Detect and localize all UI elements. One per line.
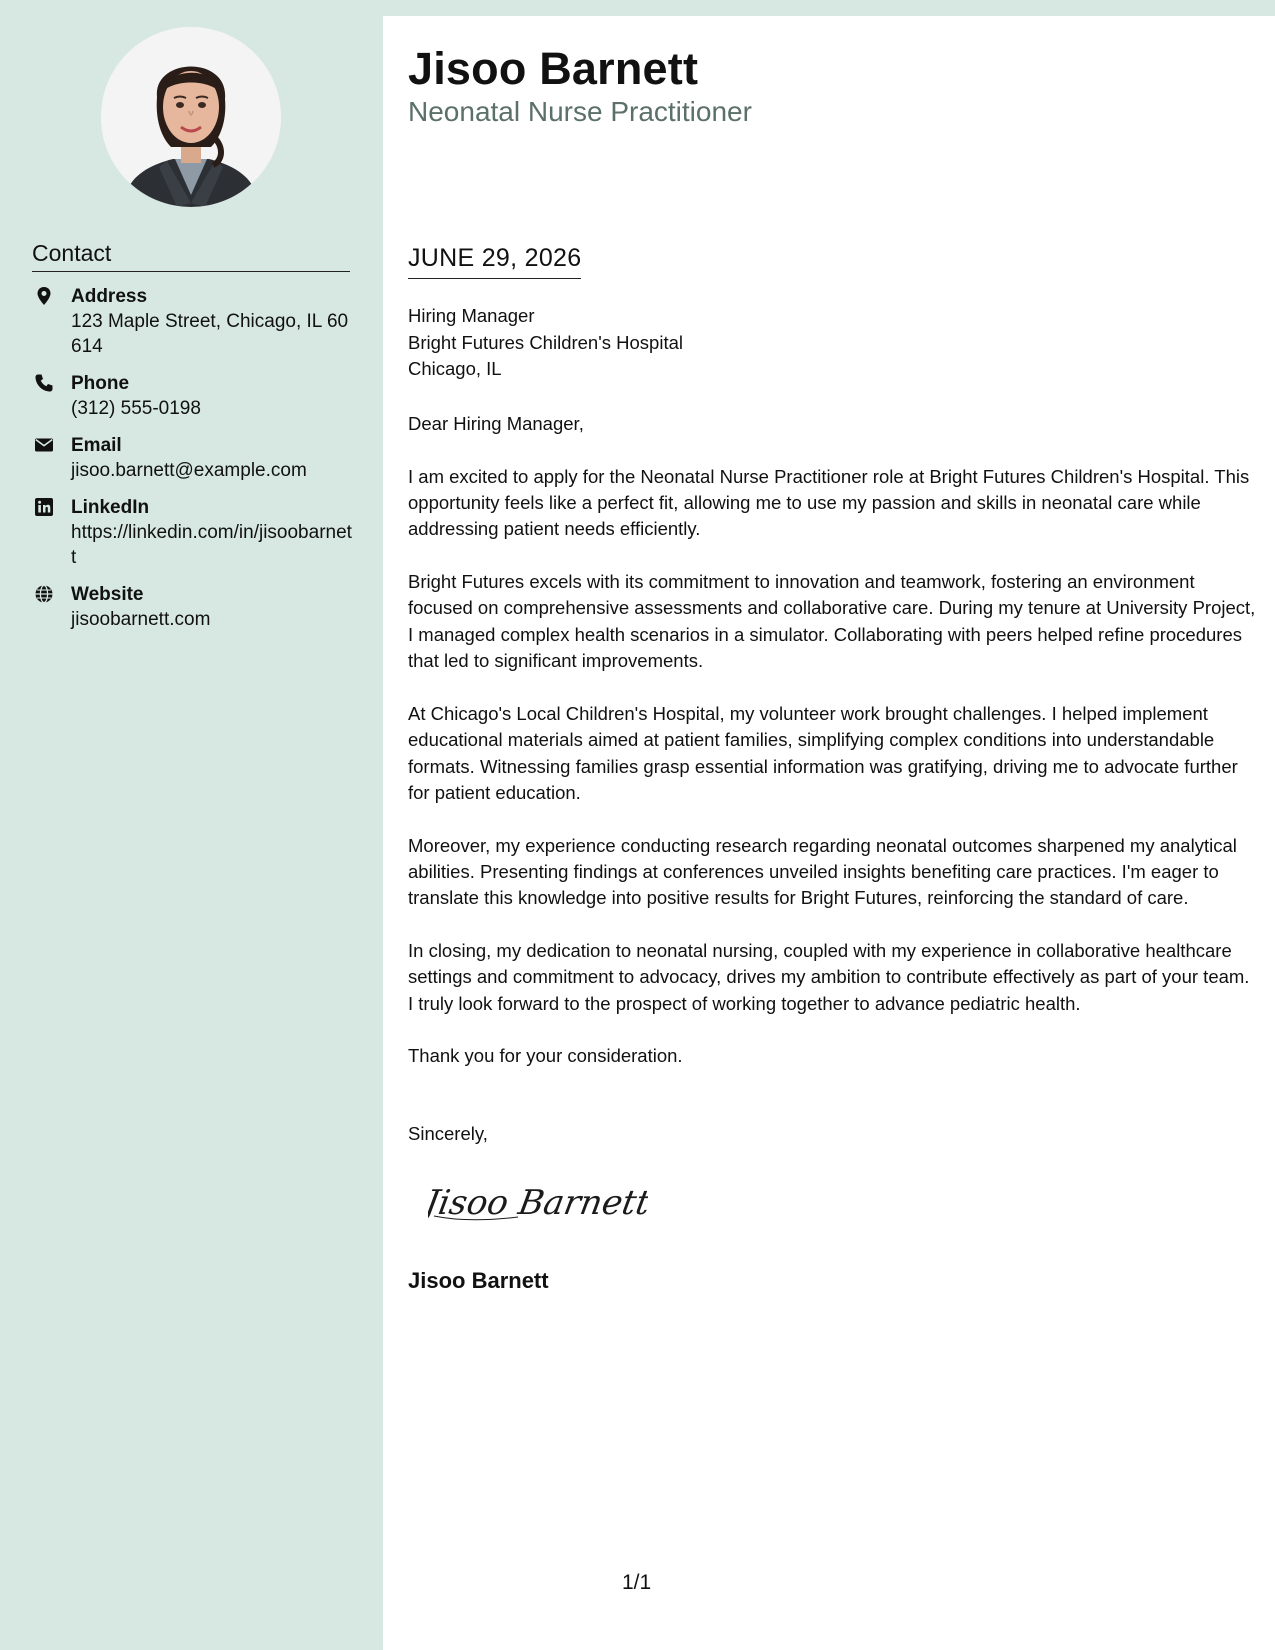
closing: Sincerely, [408,1123,488,1144]
recipient-block [408,303,683,383]
linkedin-label: LinkedIn [71,497,150,518]
body-paragraph: Thank you for your consideration. [408,1045,683,1067]
body-paragraph: At Chicago's Local Children's Hospital, my volunteer work brought challenges. I helped implement educational materials aimed at patient families, simplifying complex conditions into understandable formats. Witnessing families grasp essential information was gratifying, driving me to advocate further for patient education. [408,702,1238,804]
website-value[interactable]: jisoobarnett.com [71,609,211,630]
contact-item-phone [32,371,352,421]
contact-item-linkedin [32,495,352,570]
job-title: Neonatal Nurse Practitioner [408,96,752,127]
contact-heading: Contact [32,240,350,272]
contact-item-address [32,284,352,359]
body-paragraph: Moreover, my experience conducting research regarding neonatal outcomes sharpened my analytical abilities. Presenting findings at conferences unveiled insights benefiting care practices. I'm eager to translate this knowledge into positive results for Bright Futures, reinforcing the standard of care. [408,834,1237,909]
recipient-line: Bright Futures Children's Hospital [408,331,683,353]
email-label: Email [71,435,122,456]
contact-item-email [32,433,352,483]
body-paragraph: Bright Futures excels with its commitment to innovation and teamwork, fostering an environment focused on comprehensive assessments and collaborative care. During my tenure at University Project, I managed complex health scenarios in a simulator. Collaborating with peers helped refine procedures that led to significant improvements. [408,571,1256,672]
handwritten-signature [428,1176,648,1233]
recipient-line: Hiring Manager [408,305,535,326]
email-value: jisoo.barnett@example.com [71,460,307,481]
website-label: Website [71,584,144,605]
phone-label: Phone [71,373,130,394]
address-label: Address [71,286,148,307]
contact-item-website [32,582,352,632]
applicant-name: Jisoo Barnett [408,43,699,94]
linkedin-value[interactable]: https://linkedin.com/in/jisoobarnett [71,522,352,568]
letter-body [408,411,1258,1096]
globe-icon [34,584,54,604]
contact-list [32,284,352,644]
address-value: 123 Maple Street, Chicago, IL 60614 [71,311,349,357]
envelope-icon [34,435,54,455]
linkedin-icon [34,497,54,517]
body-paragraph: In closing, my dedication to neonatal nursing, coupled with my experience in collaborative healthcare settings and commitment to advocacy, drives my ambition to contribute effectively as part of your team. I truly look forward to the prospect of working together to advance pediatric health. [408,940,1250,1014]
salutation: Dear Hiring Manager, [408,413,584,434]
location-pin-icon [34,286,54,306]
signer-name: Jisoo Barnett [408,1268,549,1293]
letter-date: JUNE 29, 2026 [408,244,581,279]
phone-icon [34,373,54,393]
profile-photo [101,27,281,207]
phone-value: (312) 555-0198 [71,398,201,419]
page-number: 1/1 [622,1571,652,1594]
recipient-line: Chicago, IL [408,358,502,379]
body-paragraph: I am excited to apply for the Neonatal Nurse Practitioner role at Bright Futures Children's Hospital. This opportunity feels like a perfect fit, allowing me to use my passion and skills in neonatal care while addressing patient needs efficiently. [408,465,1250,540]
svg-text:Jisoo Barnett: Jisoo Barnett [428,1183,648,1223]
